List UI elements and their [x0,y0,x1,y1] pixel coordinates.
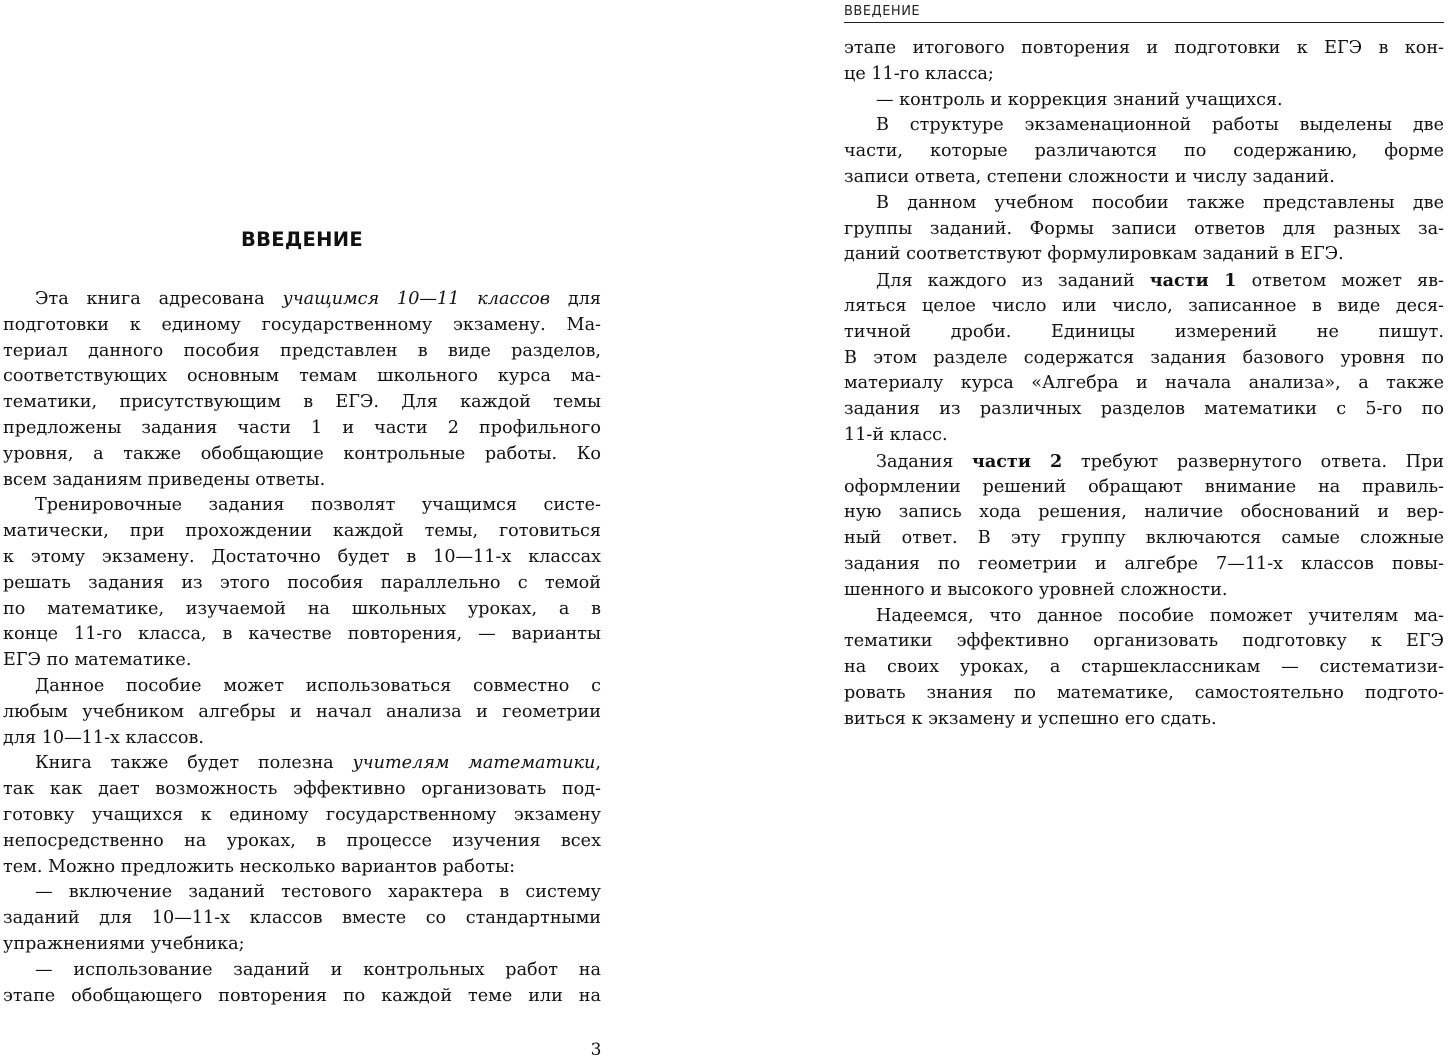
text-line [3,803,601,829]
text-line [844,449,1444,475]
italic-text: учащимся 10—11 классов [282,289,551,309]
text-segment: тем. Можно предложить несколько вариантов работы: [3,856,516,877]
text-line [3,777,601,803]
text-segment: матически, при прохождении каждой темы, готовиться [3,521,601,542]
text-segment: для 10—11-х классов. [3,727,204,748]
text-segment: задания из различных разделов математики с 5-го по [844,399,1444,420]
text-segment: ровать знания по математике, самостоятельно подгото- [844,682,1444,703]
text-line [844,346,1444,372]
text-line [844,217,1444,243]
text-line [844,294,1444,320]
text-segment: шенного и высокого уровней сложности. [844,579,1228,600]
text-segment: Данное пособие может использоваться совместно с [35,675,601,696]
text-segment: по математике, изучаемой на школьных уроках, а в [3,598,601,619]
text-segment: це 11-го класса; [844,63,994,84]
text-segment: предложены задания части 1 и части 2 профильного [3,417,601,438]
text-line [3,390,601,416]
text-line [844,681,1444,707]
text-segment: даний соответствуют формулировкам заданий в ЕГЭ. [844,244,1344,265]
text-segment: , [595,753,601,774]
text-line [3,571,601,597]
text-segment: на своих уроках, а старшеклассникам — систематизи- [844,657,1444,678]
text-line [3,597,601,623]
text-line [3,622,601,648]
text-segment: виться к экзамену и успешно его сдать. [844,708,1217,729]
text-segment: 11-й класс. [844,424,948,445]
text-line [3,751,601,777]
text-segment: — включение заданий тестового характера в систему [35,882,601,903]
text-line [3,364,601,390]
text-segment: тематики эффективно организовать подготовку к ЕГЭ [844,631,1444,652]
chapter-heading: ВВЕДЕНИЕ [240,228,364,251]
text-line [844,397,1444,423]
bold-text: части 2 [971,450,1063,472]
text-line [3,519,601,545]
text-segment: — использование заданий и контрольных работ на [35,959,601,980]
text-line [3,545,601,571]
text-segment: ляться целое число или число, записанное в виде деся- [844,295,1444,316]
text-segment: решать задания из этого пособия параллельно с темой [3,572,601,593]
text-segment: этапе обобщающего повторения по каждой теме или на [3,985,601,1006]
text-segment: В данном учебном пособии также представлены две [876,192,1444,213]
text-line [3,700,601,726]
text-line [3,726,601,752]
text-line [844,36,1444,62]
text-segment: — контроль и коррекция знаний учащихся. [876,89,1283,110]
text-line [844,655,1444,681]
text-segment: непосредственно на уроках, в процессе изучения всех [3,830,601,851]
text-line [844,552,1444,578]
text-segment: тичной дроби. Единицы измерений не пишут. [844,321,1444,342]
text-line [3,855,601,881]
text-segment: оформлении решений обращают внимание на правиль- [844,476,1444,497]
text-segment: любым учебником алгебры и начал анализа и геометрии [3,701,601,722]
text-segment: записи ответа, степени сложности и числу заданий. [844,166,1335,187]
text-segment: подготовки к единому государственному экзамену. Ма- [3,314,601,335]
text-segment: В структуре экзаменационной работы выделены две [876,115,1444,136]
text-line [3,648,601,674]
text-segment: уровня, а также обобщающие контрольные работы. Ко [3,443,601,464]
text-line [844,88,1444,114]
text-line [844,242,1444,268]
text-line [3,829,601,855]
text-segment: части, которые различаются по содержанию, форме [844,141,1444,162]
right-text-column [844,36,1444,733]
text-segment: так как дает возможность эффективно организовать под- [3,779,601,800]
text-segment: всем заданиям приведены ответы. [3,469,326,490]
text-segment: Книга также будет полезна [35,753,353,774]
text-line [844,578,1444,604]
bold-text: части 1 [1149,270,1237,292]
text-line [3,932,601,958]
text-line [844,165,1444,191]
italic-text: учителям математики [352,753,596,774]
text-segment: для [550,289,601,309]
text-segment: ЕГЭ по математике. [3,650,192,671]
text-segment: ную запись хода решения, наличие обоснований и вер- [844,502,1444,523]
text-line [844,139,1444,165]
text-line [844,423,1444,449]
text-segment: материалу курса «Алгебра и начала анализа», а также [844,373,1444,394]
text-segment: Для каждого из заданий [876,271,1150,292]
text-line [3,906,601,932]
text-segment: группы заданий. Формы записи ответов для разных за- [844,218,1444,239]
text-line [3,416,601,442]
running-head: ВВЕДЕНИЕ [844,2,1444,23]
text-segment: тематики, присутствующим в ЕГЭ. Для каждой темы [3,392,601,413]
text-line [3,313,601,339]
text-line [844,500,1444,526]
left-page [0,0,604,1064]
text-line [844,526,1444,552]
text-line [844,113,1444,139]
text-line [3,958,601,984]
text-segment: заданий для 10—11-х классов вместе со стандартными [3,908,601,929]
text-segment: этапе итогового повторения и подготовки к ЕГЭ в кон- [844,38,1444,58]
page-number: 3 [590,1040,602,1060]
text-segment: требуют развернутого ответа. При [1062,451,1444,472]
text-line [3,287,601,313]
text-segment: задания по геометрии и алгебре 7—11-х классов повы- [844,553,1444,574]
right-page [844,0,1448,1064]
text-line [844,475,1444,501]
text-segment: Тренировочные задания позволят учащимся систе- [35,495,601,516]
text-segment: Эта книга адресована [35,289,283,309]
text-segment: Надеемся, что данное пособие поможет учителям ма- [876,605,1444,626]
text-line [3,674,601,700]
text-line [844,707,1444,733]
left-text-column [3,287,601,1009]
text-segment: конце 11-го класса, в качестве повторения, — варианты [3,624,601,645]
text-line [844,191,1444,217]
text-segment: Задания [876,451,972,472]
text-line [3,984,601,1010]
text-segment: упражнениями учебника; [3,933,245,954]
text-line [3,339,601,365]
text-line [844,371,1444,397]
text-segment: к этому экзамену. Достаточно будет в 10—11-х классах [3,546,601,567]
text-line [3,493,601,519]
text-line [844,268,1444,294]
text-line [844,320,1444,346]
text-segment: соответствующих основным темам школьного курса ма- [3,366,601,387]
text-segment: ный ответ. В эту группу включаются самые сложные [844,528,1444,549]
text-line [3,880,601,906]
text-line [844,629,1444,655]
text-line [844,604,1444,630]
text-line [844,62,1444,88]
text-segment: готовку учащихся к единому государственному экзамену [3,804,601,825]
text-segment: В этом разделе содержатся задания базового уровня по [844,347,1444,368]
text-line [3,442,601,468]
text-segment: ответом может яв- [1236,271,1444,292]
text-segment: териал данного пособия представлен в виде разделов, [3,340,601,361]
text-line [3,468,601,494]
